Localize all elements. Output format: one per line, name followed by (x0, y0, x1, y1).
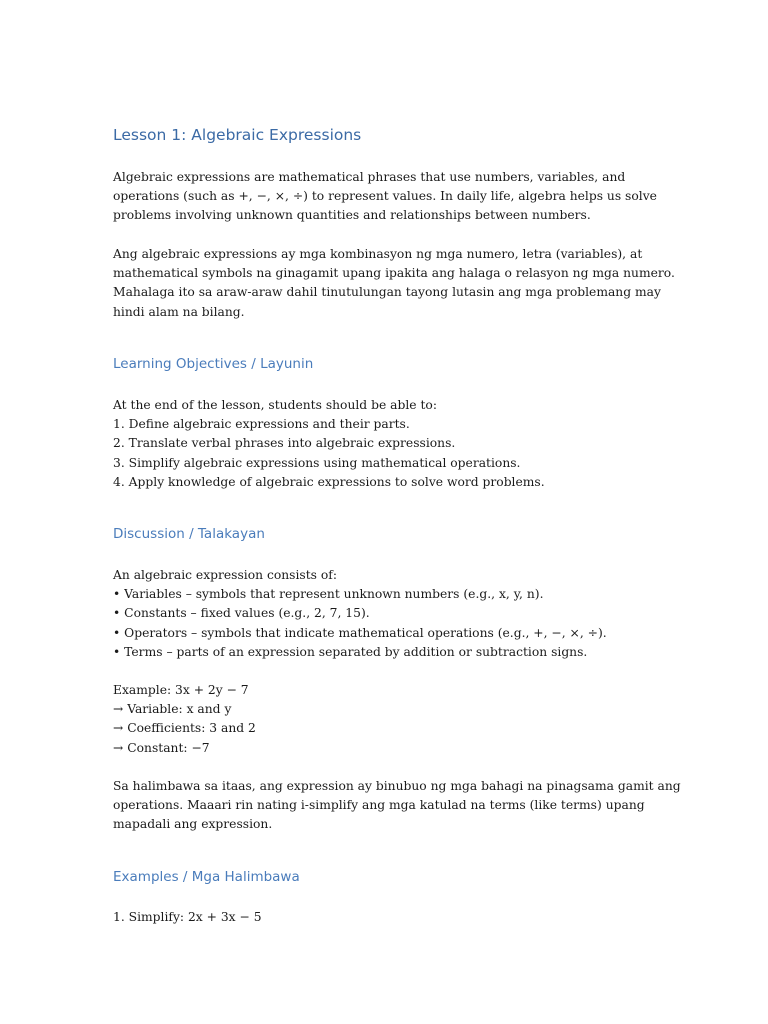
example-line: → Coefficients: 3 and 2 (113, 721, 256, 736)
note-line: operations. Maaari rin nating i-simplify ang mga katulad na terms (like terms) upang (113, 798, 645, 813)
objectives-line: At the end of the lesson, students should be able to: (113, 398, 437, 412)
discussion-note-paragraph (113, 777, 681, 835)
intro-english-line: operations (such as +, −, ×, ÷) to represent values. In daily life, algebra helps us solve (113, 189, 657, 204)
discussion-heading: Discussion / Talakayan (113, 526, 265, 542)
discussion-line: • Terms – parts of an expression separated by addition or subtraction signs. (113, 644, 588, 659)
examples-heading: Examples / Mga Halimbawa (113, 869, 300, 885)
examples-line: 1. Simplify: 2x + 3x − 5 (113, 910, 262, 924)
objectives-list (113, 396, 653, 492)
example-line: → Constant: −7 (113, 740, 210, 755)
note-line: Sa halimbawa sa itaas, ang expression ay binubuo ng mga bahagi na pinagsama gamit ang (113, 779, 681, 793)
example-line: Example: 3x + 2y − 7 (113, 683, 249, 697)
objectives-line: 2. Translate verbal phrases into algebraic expressions. (113, 436, 456, 451)
intro-filipino-paragraph (113, 245, 675, 322)
intro-filipino-line: mathematical symbols na ginagamit upang ipakita ang halaga o relasyon ng mga numero. (113, 266, 675, 281)
discussion-line: • Variables – symbols that represent unknown numbers (e.g., x, y, n). (113, 587, 544, 602)
intro-filipino-line: hindi alam na bilang. (113, 304, 245, 319)
lesson-title: Lesson 1: Algebraic Expressions (113, 126, 362, 144)
objectives-line: 3. Simplify algebraic expressions using mathematical operations. (113, 455, 521, 470)
objectives-line: 4. Apply knowledge of algebraic expressions to solve word problems. (113, 474, 545, 489)
discussion-line: • Operators – symbols that indicate mathematical operations (e.g., +, −, ×, ÷). (113, 625, 607, 640)
note-line: mapadali ang expression. (113, 817, 273, 832)
discussion-line: An algebraic expression consists of: (113, 568, 337, 582)
objectives-heading: Learning Objectives / Layunin (113, 356, 314, 372)
objectives-line: 1. Define algebraic expressions and their parts. (113, 417, 410, 432)
example-line: → Variable: x and y (113, 702, 232, 717)
intro-english-line: Algebraic expressions are mathematical phrases that use numbers, variables, and (113, 170, 626, 184)
examples-list (113, 908, 653, 927)
intro-filipino-line: Mahalaga ito sa araw-araw dahil tinutulungan tayong lutasin ang mga problemang may (113, 285, 661, 300)
intro-english-line: problems involving unknown quantities and relationships between numbers. (113, 208, 591, 223)
intro-filipino-line: Ang algebraic expressions ay mga kombinasyon ng mga numero, letra (variables), at (113, 247, 643, 261)
example-breakdown (113, 681, 653, 758)
intro-english-paragraph (113, 168, 657, 226)
discussion-line: • Constants – fixed values (e.g., 2, 7, 15). (113, 606, 370, 621)
discussion-list (113, 566, 653, 662)
